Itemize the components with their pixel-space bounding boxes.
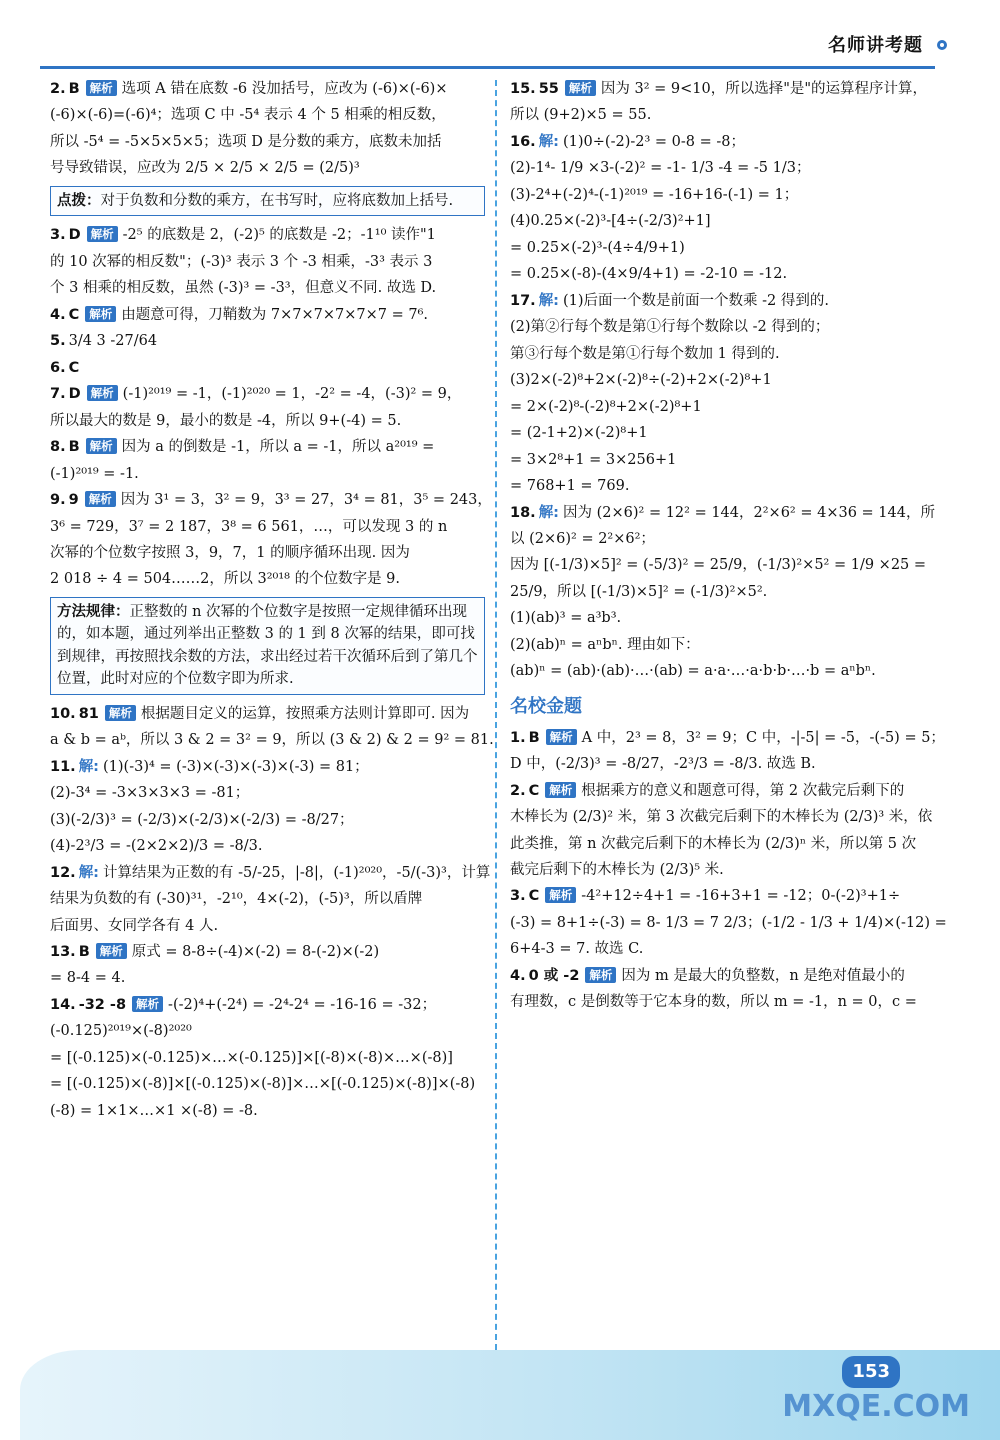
answer-item [50, 703, 485, 725]
item-answer: D [68, 227, 81, 244]
item-text: 因为 a 的倒数是 -1，所以 a = -1，所以 a²⁰¹⁹ = [121, 439, 435, 456]
page-header [40, 28, 975, 72]
item-answer: B [78, 944, 90, 960]
text-line: 第③行每个数是第①行每个数加 1 得到的. [510, 345, 780, 362]
item-text: 由题意可得，刀鞘数为 7×7×7×7×7×7 = 7⁶. [121, 306, 428, 323]
column-divider [495, 80, 497, 1350]
answer-item [50, 489, 492, 511]
text-line: (2)第②行每个数是第①行每个数除以 -2 得到的； [510, 319, 830, 336]
text-line: (-6)×(-6)=(-6)⁴；选项 C 中 -5⁴ 表示 4 个 5 相乘的相反数， [50, 107, 446, 124]
text-line: 所以 -5⁴ = -5×5×5×5；选项 D 是分数的乘方，底数未加括 [50, 133, 442, 150]
answer-item [510, 727, 945, 749]
item-text: 计算结果为正数的有 -5/-25，|-8|，(-1)²⁰²⁰，-5/(-3)³，计算 [103, 864, 491, 881]
answer-item [50, 436, 485, 458]
item-text: 因为 3² = 9<10，所以选择"是"的运算程序计算， [600, 81, 928, 97]
item-text: 因为 m 是最大的负整数，n 是绝对值最小的 [621, 967, 905, 984]
text-line: a & b = aᵇ，所以 3 & 2 = 3² = 9，所以 (3 & 2) & 2 = 9² = 81. [50, 732, 494, 749]
tip-title: 点拨： [57, 191, 101, 209]
item-number: 18. [510, 504, 536, 521]
item-text: A 中，2³ = 8，3² = 9；C 中，-|-5| = -5，-(-5) = 5； [581, 729, 945, 746]
header-rule [40, 66, 935, 69]
analysis-tag: 解析 [87, 385, 118, 401]
header-brand: 名师讲考题 [828, 35, 923, 56]
answer-item [50, 78, 485, 100]
item-number: 5. [50, 333, 66, 350]
text-line: (2)-3⁴ = -3×3×3×3 = -81； [50, 785, 250, 802]
tip-box [50, 597, 485, 695]
text-line: 所以 (9+2)×5 = 55. [510, 107, 652, 124]
text-line: (-8) = 1×1×…×1 ×(-8) = -8. [50, 1102, 258, 1119]
item-text: 选项 A 错在底数 -6 没加括号，应改为 (-6)×(-6)× [121, 81, 448, 97]
item-text: 根据乘方的意义和题意可得，第 2 次截完后剩下的 [581, 782, 905, 799]
answer-item [50, 224, 485, 246]
solution-label: 解: [538, 292, 559, 309]
answer-item [510, 885, 940, 907]
analysis-tag: 解析 [86, 80, 117, 96]
page-number: 153 [842, 1356, 900, 1388]
item-number: 4. [510, 967, 526, 984]
answer-item [50, 304, 485, 326]
item-number: 2. [510, 782, 526, 799]
text-line: 有理数，c 是倒数等于它本身的数，所以 m = -1，n = 0，c = [510, 994, 917, 1011]
text-line: (2)-1⁴- 1/9 ×3-(-2)² = -1- 1/3 -4 = -5 1/3； [510, 160, 811, 177]
page-footer [0, 1330, 1000, 1440]
text-line: = 0.25×(-8)-(4×9/4+1) = -2-10 = -12. [510, 266, 788, 283]
circle-icon [937, 40, 947, 50]
item-answer: C [528, 888, 540, 905]
analysis-tag: 解析 [105, 705, 136, 721]
text-line: 6+4-3 = 7. 故选 C. [510, 941, 644, 958]
text-line: (4)-2³/3 = -(2×2×2)/3 = -8/3. [50, 838, 263, 855]
answer-item [510, 502, 940, 524]
item-answer: B [528, 729, 540, 746]
tip-title: 方法规律： [57, 602, 130, 620]
item-answer: B [68, 81, 80, 97]
text-line: (-1)²⁰¹⁹ = -1. [50, 465, 139, 482]
analysis-tag: 解析 [96, 943, 127, 959]
text-line: 以 (2×6)² = 2²×6²； [510, 530, 655, 547]
analysis-tag: 解析 [87, 226, 118, 242]
item-text: (1)0÷(-2)-2³ = 0-8 = -8； [563, 133, 746, 150]
text-line: = 8-4 = 4. [50, 970, 126, 987]
text-line: D 中，(-2/3)³ = -8/27，-2³/3 = -8/3. 故选 B. [510, 756, 816, 773]
item-answer: C [528, 782, 540, 799]
item-number: 14. [50, 996, 76, 1013]
text-line: (2)(ab)ⁿ = aⁿbⁿ. 理由如下： [510, 636, 700, 653]
text-line: = 0.25×(-2)³-(4÷4/9+1) [510, 239, 685, 256]
text-line: (3)-2⁴+(-2)⁴-(-1)²⁰¹⁹ = -16+16-(-1) = 1； [510, 186, 799, 203]
item-text: (1)后面一个数是前面一个数乘 -2 得到的. [563, 292, 829, 309]
right-column [510, 78, 947, 1018]
answer-item [50, 330, 485, 352]
item-number: 9. [50, 492, 66, 509]
item-text: (-1)²⁰¹⁹ = -1，(-1)²⁰²⁰ = 1，-2² = -4，(-3)² = 9， [122, 386, 462, 403]
analysis-tag: 解析 [585, 967, 616, 983]
text-line: (1)(ab)³ = a³b³. [510, 610, 622, 627]
answer-item [50, 756, 485, 778]
text-line: (-0.125)²⁰¹⁹×(-8)²⁰²⁰ [50, 1023, 192, 1040]
item-answer: 9 [68, 492, 79, 509]
text-line: = 3×2⁸+1 = 3×256+1 [510, 451, 677, 468]
analysis-tag: 解析 [85, 491, 116, 507]
item-number: 12. [50, 864, 76, 881]
item-number: 16. [510, 133, 536, 150]
item-number: 3. [50, 227, 66, 244]
tip-box [50, 186, 485, 216]
item-text: 因为 3¹ = 3，3² = 9，3³ = 27，3⁴ = 81，3⁵ = 243， [120, 492, 492, 509]
text-line: 因为 [(-1/3)×5]² = (-5/3)² = 25/9，(-1/3)²×5² = 1/9 ×25 = [510, 557, 927, 574]
answer-item [50, 941, 485, 963]
answer-item [50, 383, 485, 405]
text-line: 此类推，第 n 次截完后剩下的木棒长为 (2/3)ⁿ 米，所以第 5 次 [510, 835, 917, 852]
text-line: = (2-1+2)×(-2)⁸+1 [510, 425, 648, 442]
text-line: 个 3 相乘的相反数，虽然 (-3)³ = -3³，但意义不同. 故选 D. [50, 280, 437, 297]
solution-label: 解: [78, 758, 99, 775]
answer-item [510, 131, 940, 153]
item-number: 7. [50, 386, 66, 403]
item-answer: D [68, 386, 81, 403]
item-number: 15. [510, 81, 536, 97]
text-line: 3⁶ = 729，3⁷ = 2 187，3⁸ = 6 561，…，可以发现 3 的 n [50, 518, 448, 535]
text-line: 号导致错误，应改为 2/5 × 2/5 × 2/5 = (2/5)³ [50, 160, 360, 177]
text-line: = 768+1 = 769. [510, 478, 630, 495]
text-line: = 2×(-2)⁸-(-2)⁸+2×(-2)⁸+1 [510, 398, 702, 415]
answer-item [510, 290, 940, 312]
item-text: -4²+12÷4+1 = -16+3+1 = -12；0-(-2)³+1÷ [581, 888, 901, 905]
text-line: (-3) = 8+1÷(-3) = 8- 1/3 = 7 2/3；(-1/2 - 1/3 + 1/4)×(-12) = [510, 914, 947, 931]
text-line: = [(-0.125)×(-8)]×[(-0.125)×(-8)]×…×[(-0.125)×(-8)]×(-8) [50, 1076, 476, 1093]
item-text: 3/4 3 -27/64 [68, 333, 158, 350]
item-number: 10. [50, 705, 76, 722]
analysis-tag: 解析 [86, 438, 117, 454]
answer-item [510, 78, 940, 100]
item-answer: 55 [538, 81, 559, 97]
text-line: 结果为负数的有 (-30)³¹，-2¹⁰，4×(-2)，(-5)³，所以盾牌 [50, 891, 423, 908]
item-answer: -32 -8 [78, 996, 127, 1013]
text-line: 25/9，所以 [(-1/3)×5]² = (-1/3)²×5². [510, 583, 768, 600]
item-number: 6. [50, 359, 66, 376]
analysis-tag: 解析 [546, 729, 577, 745]
answer-item [510, 965, 940, 987]
item-answer: B [68, 439, 80, 456]
item-text: 因为 (2×6)² = 12² = 144，2²×6² = 4×36 = 144，所 [563, 504, 935, 521]
item-text: 根据题目定义的运算，按照乘方法则计算即可. 因为 [140, 705, 470, 722]
text-line: 截完后剩下的木棒长为 (2/3)⁵ 米. [510, 862, 724, 879]
item-number: 2. [50, 81, 66, 97]
solution-label: 解: [538, 504, 559, 521]
analysis-tag: 解析 [545, 782, 576, 798]
text-line: 后面男、女同学各有 4 人. [50, 917, 219, 934]
text-line: (ab)ⁿ = (ab)·(ab)·…·(ab) = a·a·…·a·b·b·…·b = aⁿbⁿ. [510, 663, 876, 680]
analysis-tag: 解析 [565, 80, 596, 96]
tip-text: 正整数的 n 次幂的个位数字是按照一定规律循环出现的，如本题，通过列举出正整数 3 的 1 到 8 次幂的结果，即可找到规律，再按照找余数的方法，求出经过若干次循环后到了第几个位置，此时对应的个位数字即为所求. [57, 603, 478, 688]
text-line: 的 10 次幂的相反数"；(-3)³ 表示 3 个 -3 相乘，-3³ 表示 3 [50, 253, 433, 270]
solution-label: 解: [538, 133, 559, 150]
section-title: 名校金题 [510, 695, 582, 717]
solution-label: 解: [78, 864, 99, 881]
text-line: 2 018 ÷ 4 = 504……2，所以 3²⁰¹⁸ 的个位数字是 9. [50, 571, 401, 588]
analysis-tag: 解析 [85, 306, 116, 322]
answer-item [510, 780, 940, 802]
item-text: -(-2)⁴+(-2⁴) = -2⁴-2⁴ = -16-16 = -32； [168, 996, 437, 1013]
item-number: 8. [50, 439, 66, 456]
item-text: 原式 = 8-8÷(-4)×(-2) = 8-(-2)×(-2) [131, 944, 380, 960]
item-number: 3. [510, 888, 526, 905]
item-number: 17. [510, 292, 536, 309]
answer-item [50, 994, 485, 1016]
text-line: 木棒长为 (2/3)² 米，第 3 次截完后剩下的木棒长为 (2/3)³ 米，依 [510, 809, 933, 826]
analysis-tag: 解析 [545, 887, 576, 903]
answer-item [50, 862, 491, 884]
item-answer: C [68, 306, 80, 323]
text-line: = [(-0.125)×(-0.125)×…×(-0.125)]×[(-8)×(-8)×…×(-8)] [50, 1049, 453, 1066]
item-text: -2⁵ 的底数是 2，(-2)⁵ 的底数是 -2；-1¹⁰ 读作"1 [122, 227, 436, 244]
text-line: 次幂的个位数字按照 3，9，7，1 的顺序循环出现. 因为 [50, 544, 410, 561]
text-line: 所以最大的数是 9，最小的数是 -4，所以 9+(-4) = 5. [50, 412, 402, 429]
watermark: MXQE.COM [782, 1388, 970, 1424]
text-line: (3)2×(-2)⁸+2×(-2)⁸÷(-2)+2×(-2)⁸+1 [510, 372, 772, 389]
item-number: 4. [50, 306, 66, 323]
answer-item [50, 357, 485, 379]
item-number: 13. [50, 944, 76, 960]
item-text: (1)(-3)⁴ = (-3)×(-3)×(-3)×(-3) = 81； [103, 758, 369, 775]
item-answer: 81 [78, 705, 99, 722]
tip-text: 对于负数和分数的乘方，在书写时，应将底数加上括号. [100, 192, 454, 209]
left-column [50, 78, 494, 1126]
item-number: 11. [50, 758, 76, 775]
item-number: 1. [510, 729, 526, 746]
text-line: (3)(-2/3)³ = (-2/3)×(-2/3)×(-2/3) = -8/27； [50, 811, 354, 828]
item-answer: C [68, 359, 80, 376]
text-line: (4)0.25×(-2)³-[4÷(-2/3)²+1] [510, 213, 711, 230]
item-answer: 0 或 -2 [528, 967, 580, 984]
analysis-tag: 解析 [132, 996, 163, 1012]
